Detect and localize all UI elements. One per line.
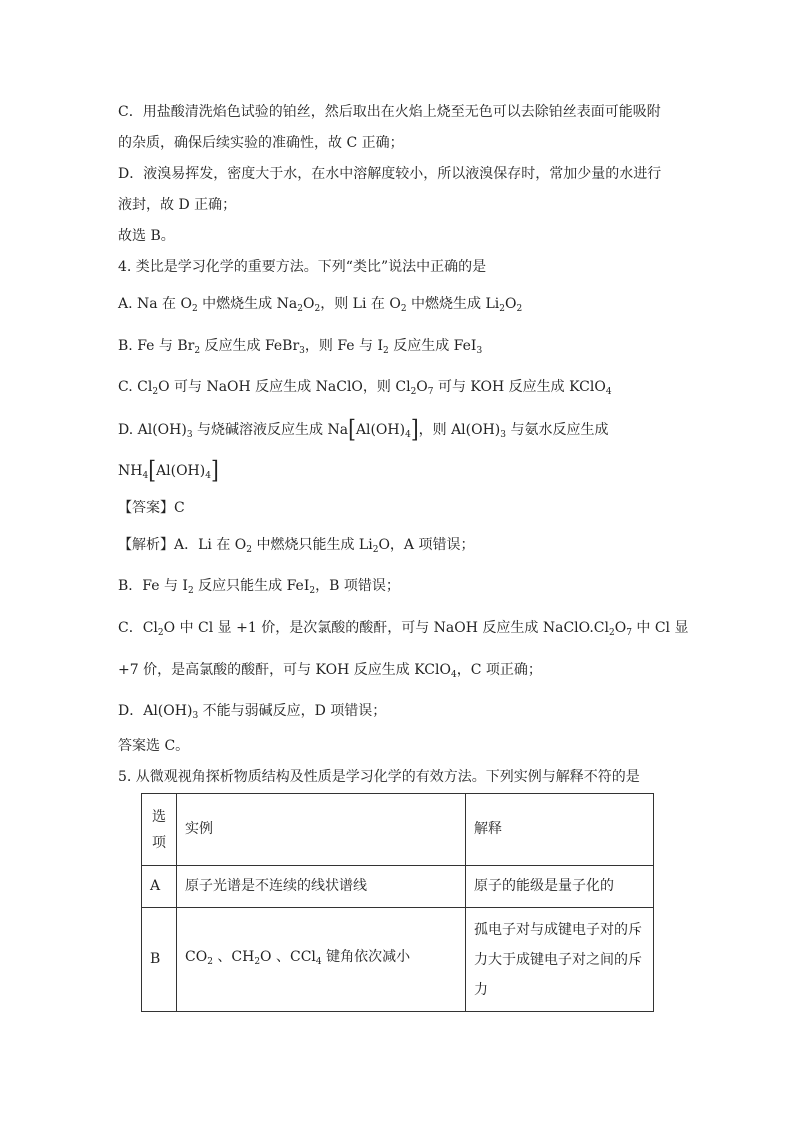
q5-table xyxy=(141,793,654,1012)
table-row xyxy=(142,866,654,908)
header-option: 选项 xyxy=(142,794,177,866)
analysis-b: B．Fe 与 $I_2$ 反应只能生成 FeI$_2$，B 项错误； xyxy=(118,578,400,596)
table-header-row xyxy=(142,794,654,866)
row-option: A xyxy=(142,866,177,908)
choose-b-line: 故选 B。 xyxy=(118,228,175,244)
explanation-c-line-2: 的杂质，确保后续实验的准确性，故 C 正确； xyxy=(118,135,404,151)
analysis-c-2: +7 价，是高氯酸的酸酐，可与 KOH 反应生成 KClO$_4$，C 项正确； xyxy=(118,662,542,680)
explanation-d-line-2: 液封，故 D 正确； xyxy=(118,197,237,213)
header-example: 实例 xyxy=(177,794,466,866)
q4-stem: 4. 类比是学习化学的重要方法。下列“类比”说法中正确的是 xyxy=(118,259,487,275)
row-example: $CO_2$ 、$CH_2O$ 、CCl$_4$ 键角依次减小 xyxy=(177,908,466,1012)
answer-label: 【答案】C xyxy=(118,500,185,516)
header-explanation: 解释 xyxy=(466,794,654,866)
analysis-c-1: C．$Cl_2O$ 中 Cl 显 +1 价，是次氯酸的酸酐，可与 NaOH 反应生成 $NaClO.Cl_2O_7$ 中 Cl 显 xyxy=(118,620,689,638)
q4-option-b: B. Fe 与 $Br_2$ 反应生成 FeBr$_3$，则 Fe 与 $I_2$ 反应生成 FeI$_3$ xyxy=(118,338,483,356)
table-row xyxy=(142,908,654,1012)
row-example: 原子光谱是不连续的线状谱线 xyxy=(177,866,466,908)
explanation-c-line-1: C．用盐酸清洗焰色试验的铂丝，然后取出在火焰上烧至无色可以去除铂丝表面可能吸附 xyxy=(118,104,661,120)
row-explanation: 原子的能级是量子化的 xyxy=(466,866,654,908)
explanation-d-line-1: D．液溴易挥发，密度大于水，在水中溶解度较小，所以液溴保存时，常加少量的水进行 xyxy=(118,166,662,182)
q4-option-d: D. $Al(OH)_3$ 与烧碱溶液反应生成 $Na[Al(OH)_4]$，则 $Al(OH)_3$ 与氨水反应生成 xyxy=(118,414,609,444)
row-explanation: 孤电子对与成键电子对的斥力大于成键电子对之间的斥力 xyxy=(466,908,654,1012)
q4-option-c: C. $Cl_2O$ 可与 NaOH 反应生成 NaClO，则 $Cl_2O_7$ 可与 KOH 反应生成 KClO$_4$ xyxy=(118,379,612,397)
answer-final: 答案选 C。 xyxy=(118,738,190,754)
q5-stem: 5. 从微观视角探析物质结构及性质是学习化学的有效方法。下列实例与解释不符的是 xyxy=(118,769,640,785)
q4-option-d-cont: $NH_4[Al(OH)_4]$ xyxy=(118,455,219,485)
analysis-d: D．$Al(OH)_3$ 不能与弱碱反应，D 项错误； xyxy=(118,703,387,721)
row-option: B xyxy=(142,908,177,1012)
q4-option-a: A. Na 在 $O_2$ 中燃烧生成 $Na_2O_2$，则 Li 在 $O_2$ 中燃烧生成 $Li_2O_2$ xyxy=(118,296,523,314)
analysis-a: 【解析】A．Li 在 $O_2$ 中燃烧只能生成 $Li_2O$，A 项错误； xyxy=(118,537,475,555)
